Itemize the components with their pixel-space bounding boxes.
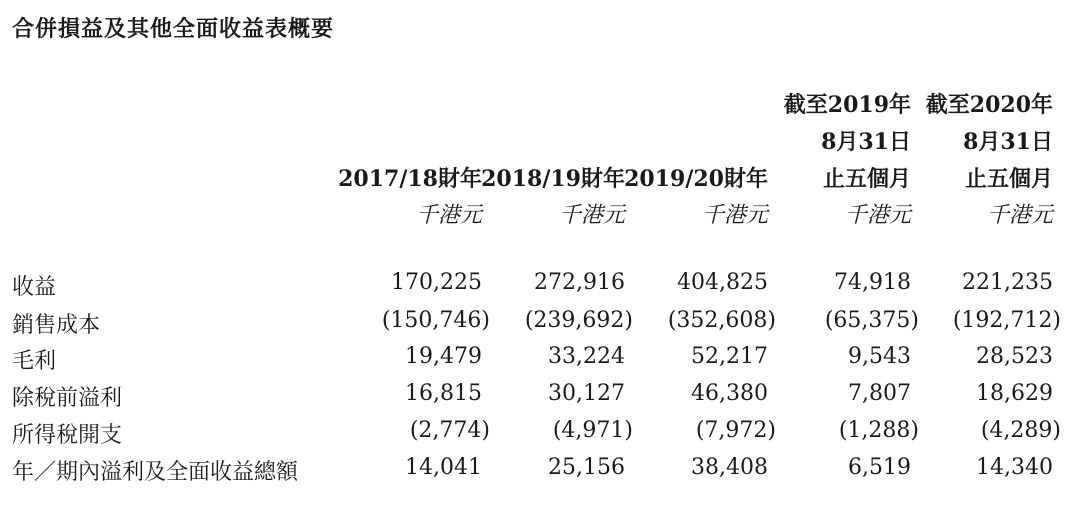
cell-revenue-4: 74,918 [834,270,911,295]
cell-revenue-1: 170,225 [391,270,482,295]
cell-profit-before-tax-2: 30,127 [548,381,625,406]
cell-income-tax-4: (1,288) [838,418,919,443]
cell-profit-before-tax-5: 18,629 [976,381,1053,406]
col-header-5-line1: 截至2020年 [925,92,1053,118]
col-header-4-line3: 止五個月 [822,166,911,192]
row-label-income-tax: 所得稅開支 [12,423,123,448]
col-unit-5: 千港元 [986,203,1053,228]
cell-cost-of-sales-1: (150,746) [381,308,490,333]
row-label-profit-before-tax: 除稅前溢利 [12,386,123,411]
cell-total-comprehensive-income-2: 25,156 [548,455,625,480]
cell-total-comprehensive-income-3: 38,408 [691,455,768,480]
col-header-5-line2: 8月31日 [963,129,1053,155]
cell-revenue-5: 221,235 [962,270,1053,295]
cell-income-tax-2: (4,971) [552,418,633,443]
row-label-cost-of-sales: 銷售成本 [12,313,101,338]
cell-total-comprehensive-income-4: 6,519 [848,455,911,480]
cell-gross-profit-4: 9,543 [848,344,911,369]
cell-gross-profit-2: 33,224 [548,344,625,369]
cell-profit-before-tax-4: 7,807 [848,381,911,406]
col-header-3: 2019/20財年 [624,166,768,192]
col-unit-3: 千港元 [701,203,768,228]
cell-cost-of-sales-5: (192,712) [952,308,1061,333]
col-unit-1: 千港元 [415,203,482,228]
cell-cost-of-sales-3: (352,608) [667,308,776,333]
col-header-2: 2018/19財年 [481,166,625,192]
cell-revenue-3: 404,825 [677,270,768,295]
cell-profit-before-tax-1: 16,815 [405,381,482,406]
row-label-total-comprehensive-income: 年／期內溢利及全面收益總額 [12,460,299,485]
cell-profit-before-tax-3: 46,380 [691,381,768,406]
col-header-1: 2017/18財年 [338,166,482,192]
col-header-4-line2: 8月31日 [821,129,911,155]
cell-revenue-2: 272,916 [534,270,625,295]
cell-cost-of-sales-2: (239,692) [524,308,633,333]
cell-gross-profit-3: 52,217 [691,344,768,369]
table-title: 合併損益及其他全面收益表概要 [12,16,335,42]
cell-total-comprehensive-income-1: 14,041 [405,455,482,480]
cell-gross-profit-5: 28,523 [976,344,1053,369]
row-label-revenue: 收益 [12,275,57,300]
col-unit-4: 千港元 [844,203,911,228]
col-header-4-line1: 截至2019年 [783,92,911,118]
col-header-5-line3: 止五個月 [964,166,1053,192]
cell-income-tax-1: (2,774) [409,418,490,443]
row-label-gross-profit: 毛利 [12,349,57,374]
cell-gross-profit-1: 19,479 [405,344,482,369]
cell-cost-of-sales-4: (65,375) [824,308,919,333]
cell-total-comprehensive-income-5: 14,340 [976,455,1053,480]
cell-income-tax-5: (4,289) [980,418,1061,443]
col-unit-2: 千港元 [558,203,625,228]
cell-income-tax-3: (7,972) [695,418,776,443]
